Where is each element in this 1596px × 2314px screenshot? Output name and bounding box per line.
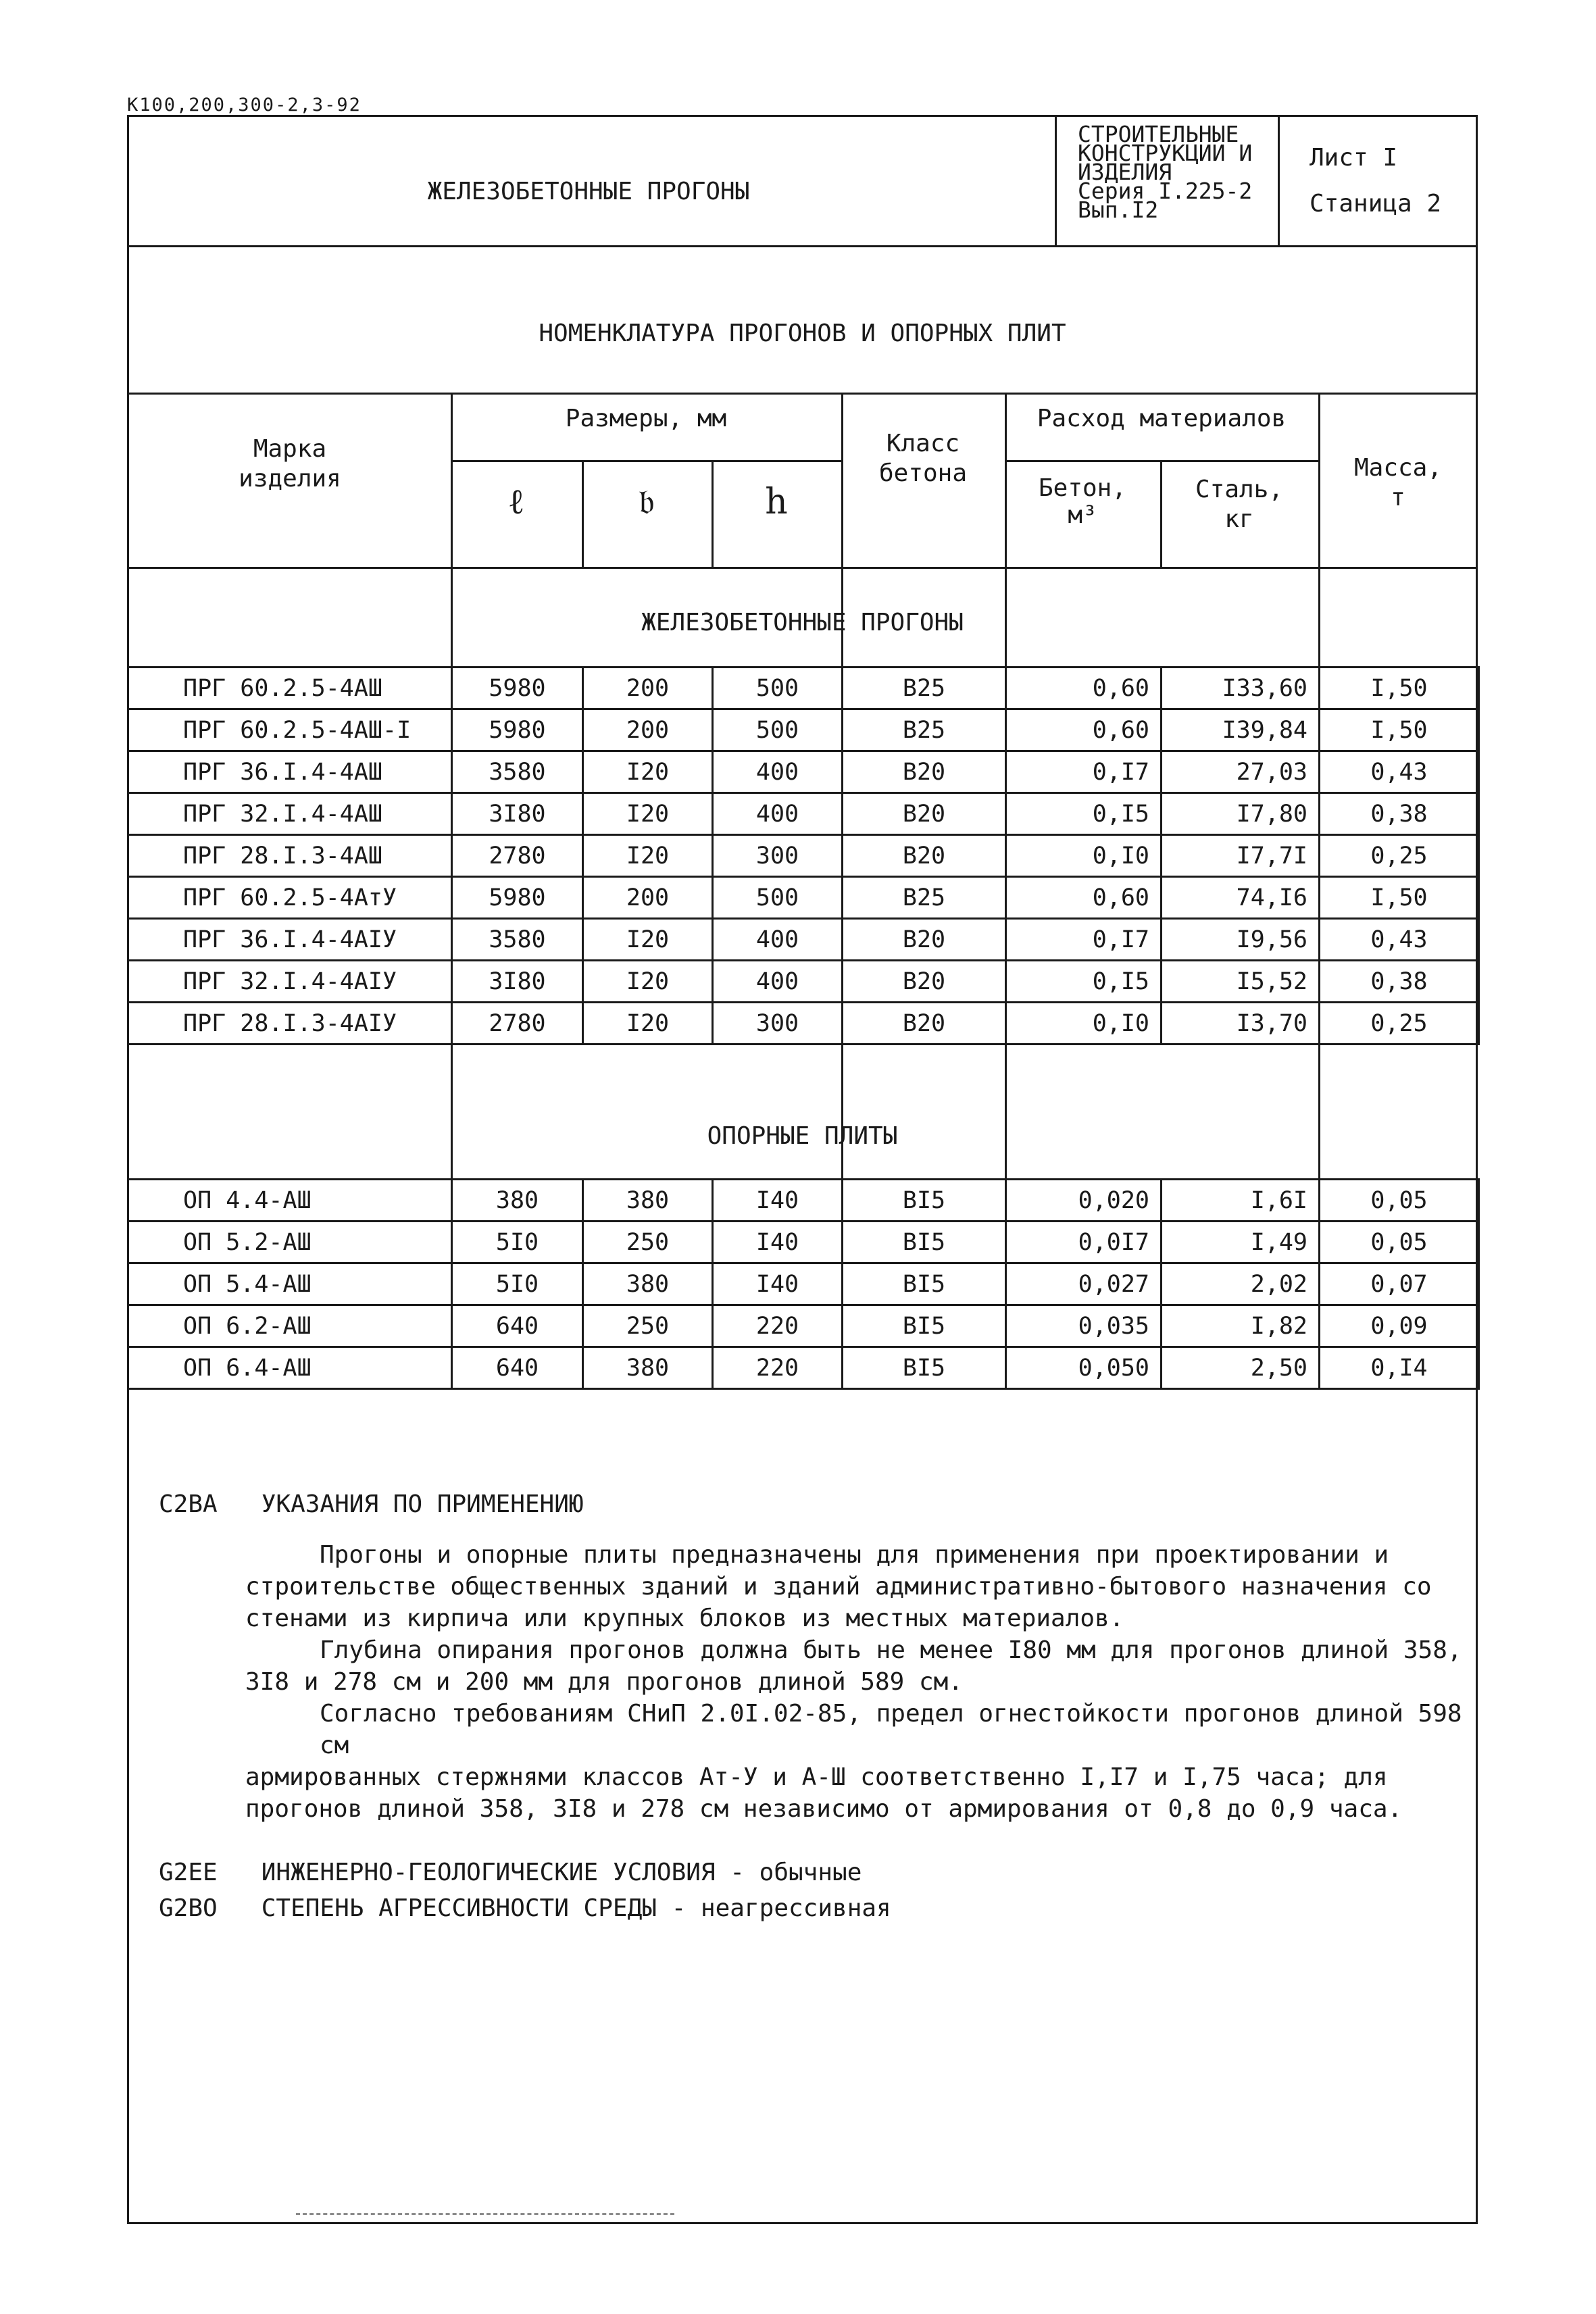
concrete-cell: 0,I7 — [1006, 919, 1162, 961]
l-cell: 640 — [452, 1347, 583, 1389]
steel-cell: I9,56 — [1162, 919, 1320, 961]
steel-cell: I33,60 — [1162, 668, 1320, 709]
col-steel-header: Сталь, кг — [1195, 476, 1284, 533]
table-row — [128, 1222, 1479, 1263]
h-cell: 220 — [713, 1305, 843, 1347]
h-cell: 400 — [713, 793, 843, 835]
steel-cell: I,82 — [1162, 1305, 1320, 1347]
concrete-cell: 0,I5 — [1006, 793, 1162, 835]
mark-cell: ПРГ 32.I.4-4АIУ — [128, 961, 452, 1003]
notes-section — [159, 1488, 584, 1520]
col-mass-header: Масса, т — [1353, 454, 1443, 511]
class-cell: В20 — [843, 1003, 1006, 1045]
series-line: Серия I.225-2 — [1078, 178, 1253, 204]
sheet-number: Лист I — [1310, 144, 1398, 172]
mass-cell: 0,07 — [1320, 1263, 1479, 1305]
h-cell: 400 — [713, 751, 843, 793]
condition-geology — [159, 1857, 862, 1888]
series-line: СТРОИТЕЛЬНЫЕ — [1078, 121, 1239, 147]
document-code: К100,200,300-2,3-92 — [127, 95, 361, 116]
mark-cell: ПРГ 36.I.4-4АШ — [128, 751, 452, 793]
h-cell: I40 — [713, 1180, 843, 1222]
table-row — [128, 961, 1479, 1003]
series-line: КОНСТРУКЦИИ И — [1078, 140, 1253, 166]
concrete-cell: 0,I0 — [1006, 835, 1162, 877]
h-cell: 220 — [713, 1347, 843, 1389]
mass-cell: 0,05 — [1320, 1222, 1479, 1263]
note-line: строительстве общественных зданий и зданий административно-бытового назначения со — [245, 1573, 1432, 1601]
concrete-cell: 0,027 — [1006, 1263, 1162, 1305]
divider — [129, 393, 1476, 395]
l-cell: 3580 — [452, 919, 583, 961]
document-frame — [127, 115, 1478, 2224]
concrete-cell: 0,I0 — [1006, 1003, 1162, 1045]
b-cell: I20 — [583, 1003, 713, 1045]
b-cell: 200 — [583, 668, 713, 709]
h-cell: 500 — [713, 668, 843, 709]
note-line: прогонов длиной 358, 3I8 и 278 см независимо от армирования от 0,8 до 0,9 часа. — [245, 1795, 1403, 1823]
class-cell: ВI5 — [843, 1347, 1006, 1389]
mark-cell: ПРГ 60.2.5-4АтУ — [128, 877, 452, 919]
concrete-cell: 0,60 — [1006, 877, 1162, 919]
l-cell: 3I80 — [452, 793, 583, 835]
condition-label: СТЕПЕНЬ АГРЕССИВНОСТИ СРЕДЫ — [261, 1894, 657, 1922]
table-row — [128, 793, 1479, 835]
note-code: G2ЕЕ — [159, 1859, 218, 1886]
l-cell: 3580 — [452, 751, 583, 793]
bottom-rule — [296, 2213, 674, 2215]
col-mark-label: Марка изделия — [239, 435, 341, 493]
h-cell: 400 — [713, 961, 843, 1003]
mass-cell: I,50 — [1320, 709, 1479, 751]
class-cell: В20 — [843, 751, 1006, 793]
b-cell: 200 — [583, 877, 713, 919]
b-cell: 380 — [583, 1180, 713, 1222]
class-cell: ВI5 — [843, 1222, 1006, 1263]
b-cell: I20 — [583, 919, 713, 961]
h-cell: 500 — [713, 877, 843, 919]
mass-cell: 0,38 — [1320, 793, 1479, 835]
concrete-cell: 0,60 — [1006, 668, 1162, 709]
mass-cell: 0,09 — [1320, 1305, 1479, 1347]
mass-cell: 0,25 — [1320, 835, 1479, 877]
series-block — [1078, 121, 1253, 223]
h-cell: 500 — [713, 709, 843, 751]
l-cell: 380 — [452, 1180, 583, 1222]
note-code: G2ВО — [159, 1894, 218, 1922]
col-sizes-header: Размеры, мм — [565, 405, 727, 432]
b-cell: 380 — [583, 1347, 713, 1389]
mark-cell: ОП 5.4-АШ — [128, 1263, 452, 1305]
col-b-header: 𝔟 — [639, 482, 655, 522]
divider — [1278, 117, 1280, 245]
section-plates: ОПОРНЫЕ ПЛИТЫ — [707, 1122, 898, 1150]
note-line: стенами из кирпича или крупных блоков из местных материалов. — [245, 1605, 1124, 1632]
b-cell: I20 — [583, 751, 713, 793]
note-line: Глубина опирания прогонов должна быть не менее I80 мм для прогонов длиной 358, — [320, 1636, 1462, 1664]
notes-heading: УКАЗАНИЯ ПО ПРИМЕНЕНИЮ — [261, 1490, 584, 1518]
concrete-cell: 0,0I7 — [1006, 1222, 1162, 1263]
steel-cell: 74,I6 — [1162, 877, 1320, 919]
plates-table — [127, 1178, 1480, 1390]
concrete-cell: 0,035 — [1006, 1305, 1162, 1347]
note-code: С2ВА — [159, 1490, 218, 1518]
l-cell: 5980 — [452, 668, 583, 709]
condition-value: - неагрессивная — [656, 1894, 891, 1922]
h-cell: 300 — [713, 1003, 843, 1045]
steel-cell: 27,03 — [1162, 751, 1320, 793]
col-l-header: ℓ — [507, 482, 525, 522]
col-class-header: Класс бетона — [878, 430, 968, 487]
class-cell: В20 — [843, 919, 1006, 961]
mark-cell: ОП 6.4-АШ — [128, 1347, 452, 1389]
note-line: Прогоны и опорные плиты предназначены для применения при проектировании и — [320, 1541, 1389, 1569]
mass-cell: 0,38 — [1320, 961, 1479, 1003]
table-row — [128, 877, 1479, 919]
col-h-header: h — [765, 482, 788, 522]
steel-cell: 2,50 — [1162, 1347, 1320, 1389]
mass-cell: 0,43 — [1320, 751, 1479, 793]
class-cell: В25 — [843, 709, 1006, 751]
notes-body — [245, 1539, 1476, 1825]
document-title: ЖЕЛЕЗОБЕТОННЫЕ ПРОГОНЫ — [427, 178, 750, 205]
h-cell: I40 — [713, 1222, 843, 1263]
mass-cell: I,50 — [1320, 877, 1479, 919]
steel-cell: I,6I — [1162, 1180, 1320, 1222]
class-cell: В25 — [843, 668, 1006, 709]
l-cell: 2780 — [452, 835, 583, 877]
condition-label: ИНЖЕНЕРНО-ГЕОЛОГИЧЕСКИЕ УСЛОВИЯ — [261, 1859, 716, 1886]
concrete-cell: 0,I7 — [1006, 751, 1162, 793]
section-purlins: ЖЕЛЕЗОБЕТОННЫЕ ПРОГОНЫ — [641, 609, 964, 636]
mark-cell: ПРГ 28.I.3-4АIУ — [128, 1003, 452, 1045]
l-cell: 640 — [452, 1305, 583, 1347]
concrete-cell: 0,60 — [1006, 709, 1162, 751]
h-cell: I40 — [713, 1263, 843, 1305]
mark-cell: ПРГ 36.I.4-4АIУ — [128, 919, 452, 961]
mark-cell: ОП 5.2-АШ — [128, 1222, 452, 1263]
mass-cell: 0,I4 — [1320, 1347, 1479, 1389]
concrete-cell: 0,020 — [1006, 1180, 1162, 1222]
mass-cell: I,50 — [1320, 668, 1479, 709]
col-concrete-header: Бетон, м³ — [1038, 474, 1127, 529]
b-cell: 250 — [583, 1305, 713, 1347]
steel-cell: I7,7I — [1162, 835, 1320, 877]
steel-cell: I39,84 — [1162, 709, 1320, 751]
series-line: ИЗДЕЛИЯ — [1078, 159, 1172, 185]
table-row — [128, 709, 1479, 751]
mass-cell: 0,43 — [1320, 919, 1479, 961]
steel-cell: I,49 — [1162, 1222, 1320, 1263]
l-cell: 5I0 — [452, 1222, 583, 1263]
mark-cell: ОП 6.2-АШ — [128, 1305, 452, 1347]
page-number: Станица 2 — [1310, 190, 1442, 218]
steel-cell: I7,80 — [1162, 793, 1320, 835]
divider — [129, 245, 1476, 247]
steel-cell: I5,52 — [1162, 961, 1320, 1003]
mass-cell: 0,25 — [1320, 1003, 1479, 1045]
mark-cell: ПРГ 32.I.4-4АШ — [128, 793, 452, 835]
table-row — [128, 668, 1479, 709]
b-cell: I20 — [583, 835, 713, 877]
table-row — [128, 919, 1479, 961]
l-cell: 3I80 — [452, 961, 583, 1003]
l-cell: 2780 — [452, 1003, 583, 1045]
condition-value: - обычные — [715, 1859, 862, 1886]
class-cell: В20 — [843, 793, 1006, 835]
mark-cell: ПРГ 60.2.5-4АШ — [128, 668, 452, 709]
class-cell: ВI5 — [843, 1263, 1006, 1305]
class-cell: ВI5 — [843, 1305, 1006, 1347]
b-cell: 250 — [583, 1222, 713, 1263]
table-row — [128, 1003, 1479, 1045]
class-cell: В25 — [843, 877, 1006, 919]
mass-cell: 0,05 — [1320, 1180, 1479, 1222]
divider — [1055, 117, 1057, 245]
note-line: Согласно требованиям СНиП 2.0I.02-85, предел огнестойкости прогонов длиной 598 см — [320, 1700, 1462, 1759]
note-line: 3I8 и 278 см и 200 мм для прогонов длиной 589 см. — [245, 1668, 964, 1696]
b-cell: I20 — [583, 793, 713, 835]
note-line: армированных стержнями классов Ат-У и А-Ш соответственно I,I7 и I,75 часа; для — [245, 1763, 1388, 1791]
b-cell: I20 — [583, 961, 713, 1003]
col-mark-header — [129, 434, 451, 494]
b-cell: 200 — [583, 709, 713, 751]
l-cell: 5I0 — [452, 1263, 583, 1305]
class-cell: В20 — [843, 961, 1006, 1003]
b-cell: 380 — [583, 1263, 713, 1305]
table-row — [128, 751, 1479, 793]
table-row — [128, 1305, 1479, 1347]
class-cell: В20 — [843, 835, 1006, 877]
table-row — [128, 1347, 1479, 1389]
table-row — [128, 1263, 1479, 1305]
concrete-cell: 0,I5 — [1006, 961, 1162, 1003]
l-cell: 5980 — [452, 709, 583, 751]
purlins-table — [127, 666, 1480, 1045]
steel-cell: 2,02 — [1162, 1263, 1320, 1305]
divider — [451, 460, 841, 462]
table-row — [128, 835, 1479, 877]
h-cell: 400 — [713, 919, 843, 961]
class-cell: ВI5 — [843, 1180, 1006, 1222]
h-cell: 300 — [713, 835, 843, 877]
mark-cell: ПРГ 28.I.3-4АШ — [128, 835, 452, 877]
l-cell: 5980 — [452, 877, 583, 919]
condition-aggressiveness — [159, 1892, 891, 1924]
steel-cell: I3,70 — [1162, 1003, 1320, 1045]
series-line: Вып.I2 — [1078, 197, 1159, 223]
concrete-cell: 0,050 — [1006, 1347, 1162, 1389]
mark-cell: ПРГ 60.2.5-4АШ-I — [128, 709, 452, 751]
divider — [129, 567, 1476, 569]
nomenclature-title: НОМЕНКЛАТУРА ПРОГОНОВ И ОПОРНЫХ ПЛИТ — [539, 320, 1066, 347]
col-materials-header: Расход материалов — [1037, 405, 1287, 432]
mark-cell: ОП 4.4-АШ — [128, 1180, 452, 1222]
table-row — [128, 1180, 1479, 1222]
